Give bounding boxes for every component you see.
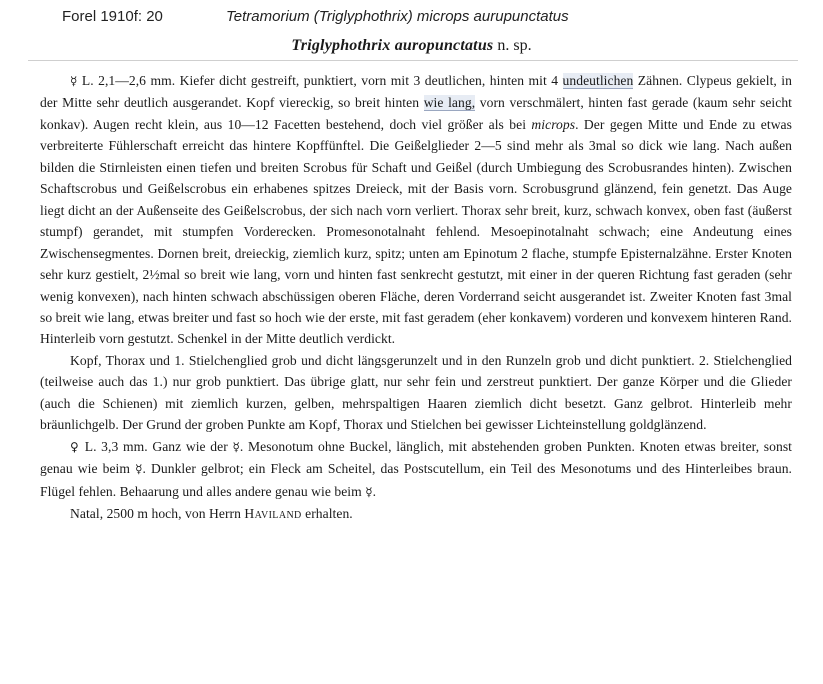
female-text-d: . [372, 483, 377, 499]
worker-symbol-ref-1: ☿ [232, 439, 240, 454]
locality-line [40, 503, 792, 524]
worker-description [40, 70, 792, 350]
worker-symbol: ☿ [70, 74, 78, 88]
worker-text-2: Zähnen. Clypeus gekielt, in der Mitte sehr deutlich ausgerandet. Kopf viereckig, so breit hinten [40, 73, 792, 111]
highlight-wie-lang: wie lang, [423, 95, 476, 111]
female-text-c: . Dunkler gelbrot; ein Fleck am Scheitel, das Postscutellum, ein Teil des Mesonotums und des Hinterleibes braun. Flügel fehlen. Behaarung und alles andere genau wie beim [40, 461, 792, 499]
collector-name: Haviland [244, 506, 302, 522]
taxon-name: Tetramorium (Triglyphothrix) microps aurupunctatus [226, 8, 569, 25]
sculpture-description: Kopf, Thorax und 1. Stielchenglied grob und dicht längsgerunzelt und in den Runzeln grob und dicht punktiert. 2. Stielchenglied (teilweise auch das 1.) nur grob punktiert. Das übrige glatt, nur sehr fein und zerstreut punktiert. Der ganze Körper und die Glieder (auch die Schienen) mit ziemlich kurzen, gelben, mehrspaltigen Haaren ziemlich dicht besetzt. Ganz gelbrot. Hinterleib mehr bräunlichgelb. Der Grund der groben Punkte am Kopf, Thorax und Stielchen bei gewisser Lichteinstellung goldglänzend. [40, 352, 792, 433]
description-body [40, 70, 792, 525]
worker-text-4: . Der gegen Mitte und Ende zu etwas verbreiterte Fühlerschaft erreicht das hintere Kopffünftel. Die Geißelglieder 2—5 sind mehr als 3mal so dick wie lang. Nach außen bilden die Stirnleisten einen tiefen und breiten Scrobus für Schaft und Geißel (durch Umbiegung des Scrobusrandes hinten). Zwischen Schaftscrobus und Geißelscrobus ein erhabenes spitzes Dreieck, mit der Basis vorn. Scrobusgrund glänzend, fein genetzt. Das Auge liegt dicht an der Außenseite des Geißelscrobus, der sich nach vorn verliert. Thorax sehr breit, kurz, schwach konvex, oben fast (äußerst stumpf) gerandet, mit stumpfen Vorderecken. Promesonotalnaht fehlend. Mesoepinotalnaht schwach; eine Andeutung eines Zwischensegmentes. Dornen breit, dreieckig, ziemlich kurz, spitz; unten am Epinotum 2 flache, stumpfe Episternalzähne. Erster Knoten sehr kurz gestielt, 2½mal so breit wie lang, vorn und hinten fast senkrecht gestutzt, mit einer in der queren Richtung fast geraden (sehr wenig konvexen), nach hinten schwach abschüssigen oberen Fläche, deren Vorderrand seicht ausgerandet ist. Zweiter Knoten fast 3mal so breit wie lang, etwas breiter und fast so hoch wie der erste, mit fast geradem (eher konkavem) vorderen und konvexem hinteren Rand. Hinterleib vorn gestutzt. Schenkel in der Mitte deutlich verdickt. [40, 116, 792, 347]
worker-symbol-ref-3: ☿ [365, 484, 373, 499]
female-description [40, 436, 792, 503]
female-symbol: ♀ [70, 439, 81, 454]
species-title [0, 37, 823, 55]
female-text-b: . Mesonotum ohne Buckel, länglich, mit abstehenden groben Punkten. Knoten etwas breiter, sonst genau wie beim [40, 438, 792, 477]
scan-divider [28, 60, 798, 61]
worker-symbol-ref-2: ☿ [135, 462, 143, 477]
page-header [0, 8, 823, 30]
worker-text-3: vorn verschmälert, hinten fast gerade (kaum sehr seicht konkav). Augen recht klein, aus 10—12 Facetten bestehend, doch viel größer als bei [40, 95, 793, 132]
new-species-suffix: n. sp. [493, 37, 532, 54]
species-name: Triglyphothrix auropunctatus [291, 37, 494, 54]
highlight-undeutlichen: undeutlichen [562, 73, 634, 88]
locality-suffix: erhalten. [301, 506, 353, 522]
citation-label: Forel 1910f: 20 [62, 8, 163, 25]
female-text-a: L. 3,3 mm. Ganz wie der [80, 438, 233, 454]
worker-text-1: L. 2,1—2,6 mm. Kiefer dicht gestreift, punktiert, vorn mit 3 deutlichen, hinten mit 4 [77, 73, 563, 88]
locality-text: Natal, 2500 m hoch, von Herrn [70, 506, 245, 522]
microps-italic: microps [531, 116, 576, 132]
